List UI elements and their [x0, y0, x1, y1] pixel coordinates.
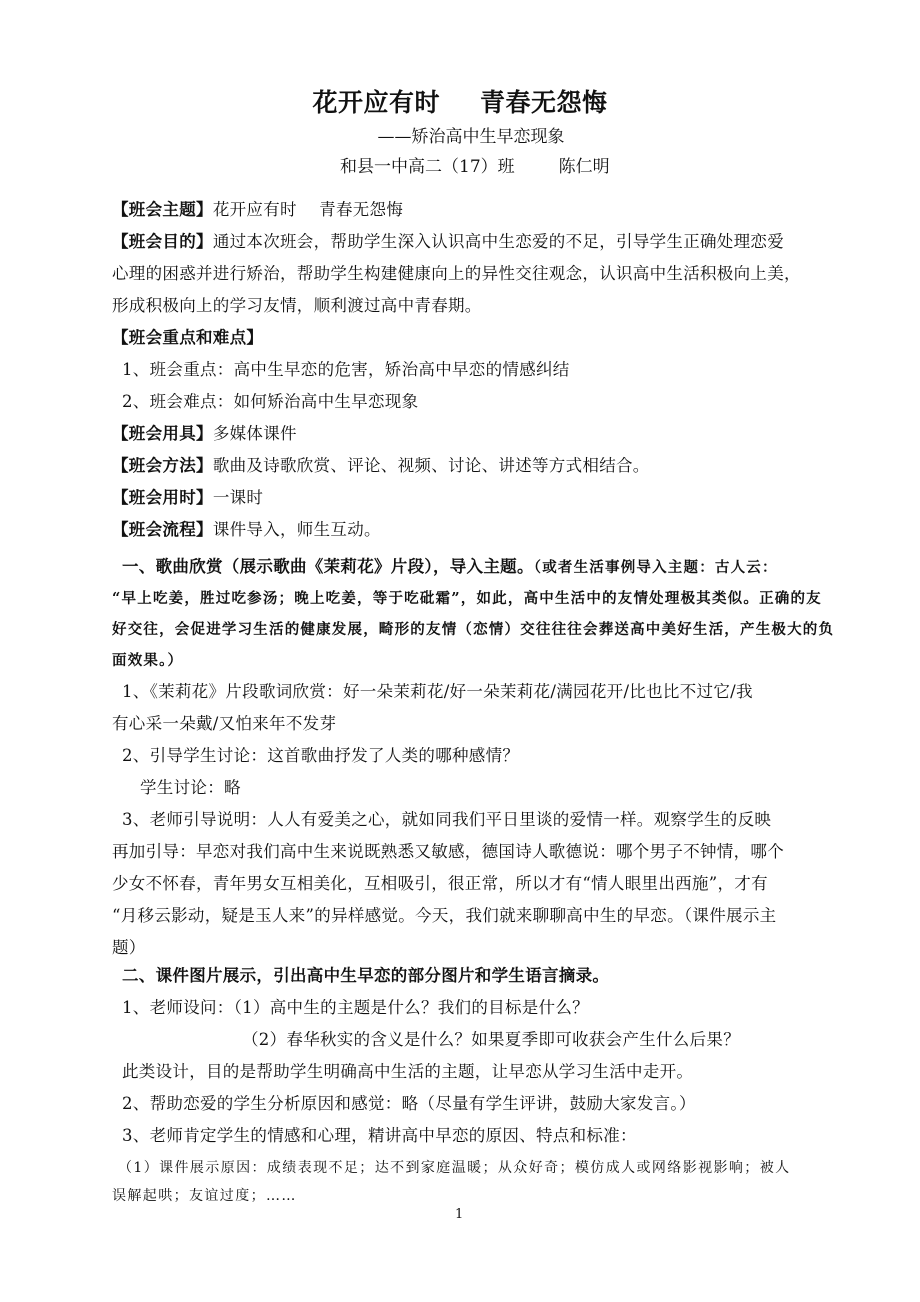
- meta-label: 【班会用时】: [112, 488, 213, 507]
- section1-item-3-cont: “月移云影动，疑是玉人来”的异样感觉。今天，我们就来聊聊高中生的早恋。（课件展示主: [112, 906, 777, 925]
- meta-key-point-2: 2、班会难点：如何矫治高中生早恋现象: [122, 392, 419, 411]
- meta-label: 【班会方法】: [112, 456, 213, 475]
- section1-aside-start: （或者生活事例导入主题：古人云：: [533, 559, 778, 576]
- section1-item-2-answer: 学生讨论：略: [140, 778, 241, 797]
- meta-value: 多媒体课件: [212, 424, 297, 443]
- meta-process: [112, 519, 381, 541]
- meta-key-point-1: 1、班会重点：高中生早恋的危害，矫治高中早恋的情感纠结: [122, 360, 570, 379]
- meta-goal: [112, 231, 784, 253]
- section2-heading: 二、课件图片展示，引出高中生早恋的部分图片和学生语言摘录。: [122, 966, 610, 985]
- section2-item-3-reason: （1）课件展示原因：成绩表现不足；达不到家庭温暖；从众好奇；模仿成人或网络影视影响；被人: [118, 1160, 791, 1176]
- meta-label: 【班会用具】: [112, 424, 213, 443]
- section1-item-3-cont: 少女不怀春，青年男女互相美化，互相吸引，很正常，所以才有“情人眼里出西施”，才有: [112, 874, 768, 893]
- title-right: 青春无怨悔: [480, 88, 608, 117]
- meta-key-points: [112, 327, 263, 349]
- section2-note: 此类设计，目的是帮助学生明确高中生活的主题，让早恋从学习生活中走开。: [122, 1062, 694, 1081]
- section1-item-1-cont: 有心采一朵戴/又怕来年不发芽: [112, 714, 337, 733]
- document-title: [0, 86, 920, 120]
- document-author: [340, 155, 610, 179]
- section1-aside-line: 好交往，会促进学习生活的健康发展，畸形的友情（恋情）交往往往会葬送高中美好生活，产生极大的负: [112, 621, 835, 638]
- section1-aside-line: 面效果。）: [112, 652, 184, 669]
- section2-item-2: 2、帮助恋爱的学生分析原因和感觉：略（尽量有学生评讲，鼓励大家发言。）: [122, 1094, 696, 1113]
- author-class: 和县一中高二（17）班: [340, 157, 515, 177]
- meta-duration: [112, 487, 263, 509]
- meta-value: 歌曲及诗歌欣赏、评论、视频、讨论、讲述等方式相结合。: [212, 456, 650, 475]
- document-subtitle: ——矫治高中生早恋现象: [377, 127, 565, 147]
- meta-method: [112, 455, 650, 477]
- section1-heading-line: [122, 556, 778, 579]
- meta-value: 一课时: [212, 488, 264, 507]
- section2-item-3: 3、老师肯定学生的情感和心理，精讲高中早恋的原因、特点和标准：: [122, 1126, 637, 1145]
- title-left: 花开应有时: [312, 88, 440, 117]
- section1-aside-line: “早上吃姜，胜过吃参汤；晚上吃姜，等于吃砒霜”，如此，高中生活中的友情处理极其类似。正确的友: [112, 590, 822, 607]
- meta-value: 通过本次班会，帮助学生深入认识高中生恋爱的不足，引导学生正确处理恋爱: [212, 232, 785, 251]
- section1-item-3: 3、老师引导说明：人人有爱美之心，就如同我们平日里谈的爱情一样。观察学生的反映: [122, 810, 772, 829]
- meta-value: 花开应有时 青春无怨悔: [212, 200, 404, 219]
- section1-heading: 一、歌曲欣赏（展示歌曲《茉莉花》片段），导入主题。: [122, 557, 534, 576]
- meta-label: 【班会流程】: [112, 520, 213, 539]
- section2-item-1-sub: （2）春华秋实的含义是什么？如果夏季即可收获会产生什么后果？: [242, 1030, 740, 1049]
- meta-label: 【班会目的】: [112, 232, 213, 251]
- meta-theme: [112, 199, 403, 221]
- meta-label: 【班会重点和难点】: [112, 328, 264, 347]
- meta-goal-cont-1: 心理的困惑并进行矫治，帮助学生构建健康向上的异性交往观念，认识高中生活积极向上美，: [112, 264, 801, 283]
- meta-tools: [112, 423, 297, 445]
- meta-label: 【班会主题】: [112, 200, 213, 219]
- section1-item-3-cont: 再加引导：早恋对我们高中生来说既熟悉又敏感，德国诗人歌德说：哪个男子不钟情，哪个: [112, 842, 784, 861]
- page-number: 1: [455, 1207, 464, 1222]
- section1-item-2: 2、引导学生讨论：这首歌曲抒发了人类的哪种感情？: [122, 746, 520, 765]
- section1-item-1: 1、《茉莉花》片段歌词欣赏：好一朵茉莉花/好一朵茉莉花/满园花开/比也比不过它/我: [122, 682, 753, 701]
- meta-goal-cont-2: 形成积极向上的学习友情，顺利渡过高中青春期。: [112, 296, 482, 315]
- author-name: 陈仁明: [558, 157, 610, 177]
- section2-item-1: 1、老师设问：（1）高中生的主题是什么？我们的目标是什么？: [122, 998, 589, 1017]
- section2-item-3-reason-cont: 误解起哄；友谊过度；……: [112, 1188, 297, 1204]
- meta-value: 课件导入，师生互动。: [212, 520, 381, 539]
- section1-item-3-cont: 题）: [112, 938, 146, 957]
